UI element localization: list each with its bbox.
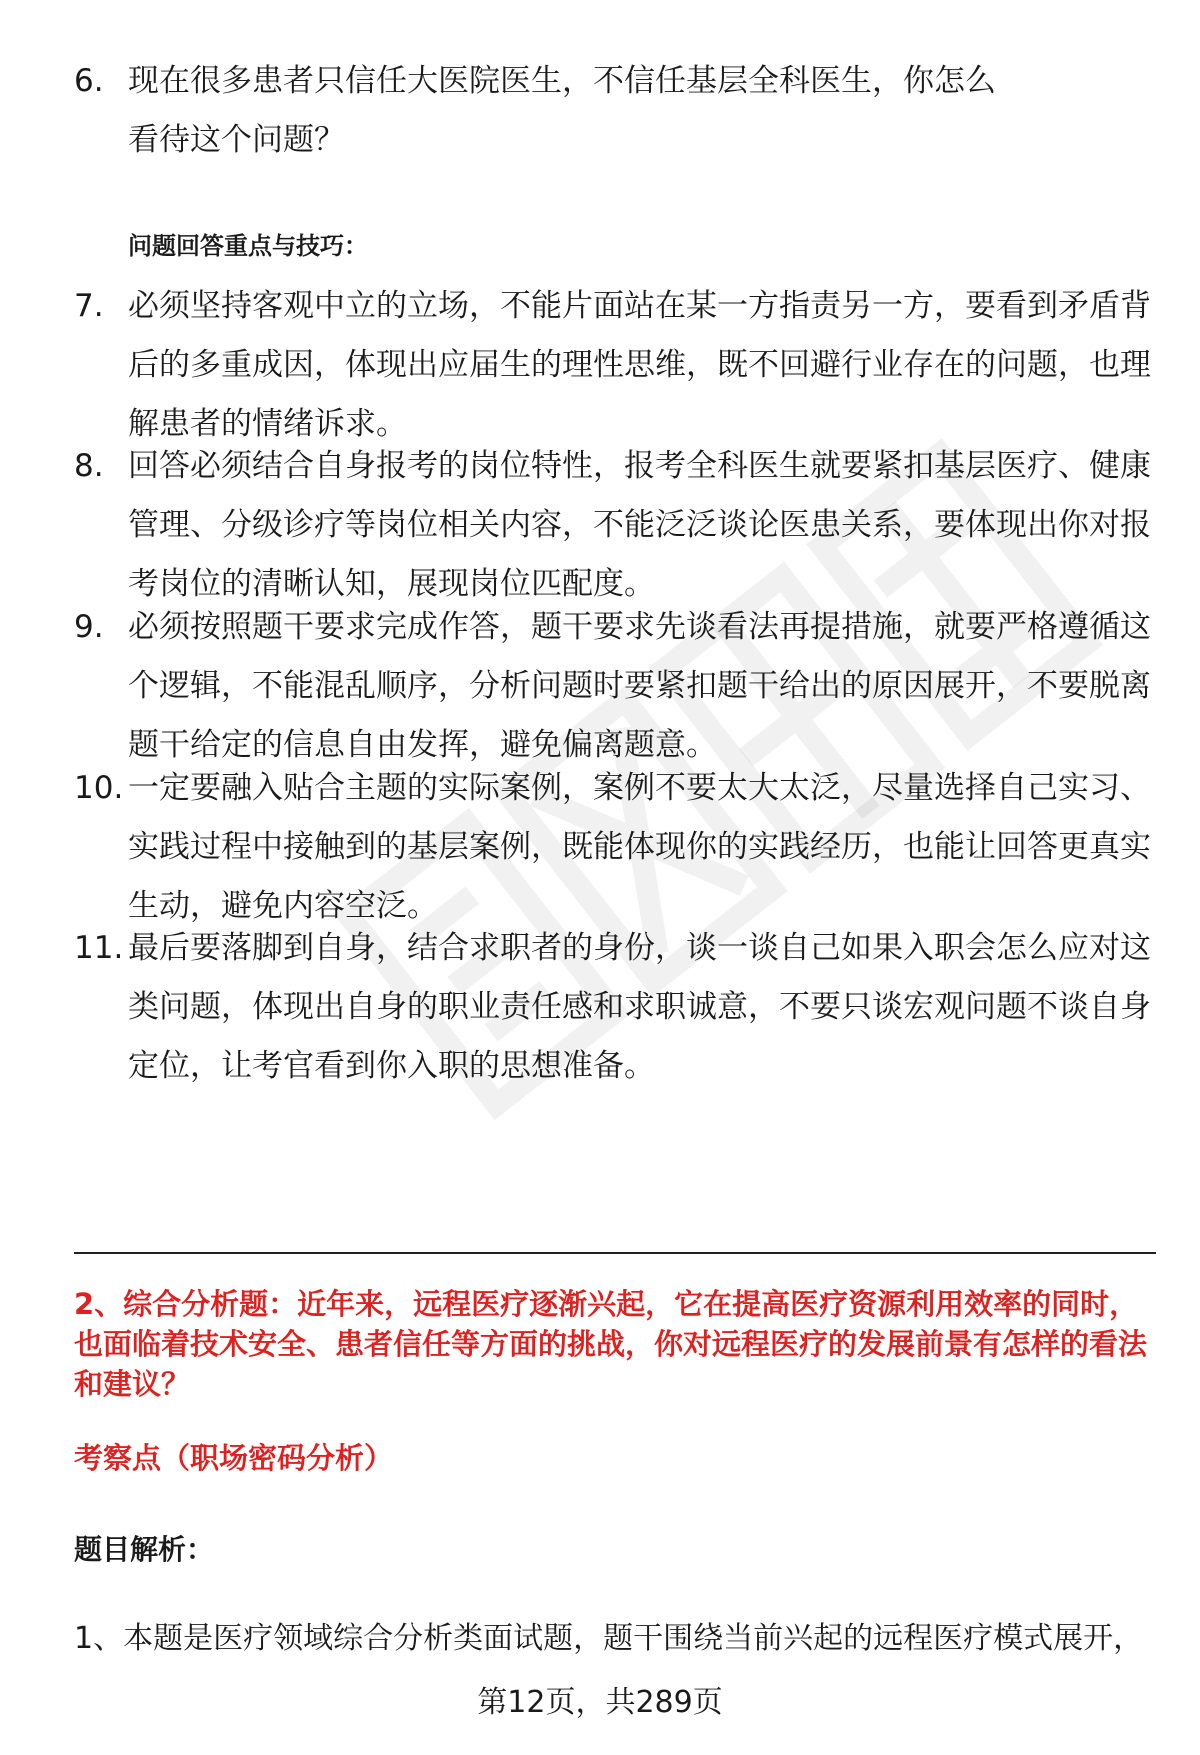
exam-point-heading: 考察点（职场密码分析） (74, 1441, 394, 1475)
list-item-text: 必须坚持客观中立的立场，不能片面站在某一方指责另一方，要看到矛盾背后的多重成因，体现出应届生的理性思维，既不回避行业存在的问题，也理解患者的情绪诉求。 (128, 288, 1151, 442)
list-item-number: 8. (74, 448, 104, 484)
list-item-number: 11. (74, 930, 124, 966)
list-item-text: 必须按照题干要求完成作答，题干要求先谈看法再提措施，就要严格遵循这个逻辑，不能混乱顺序，分析问题时要紧扣题干给出的原因展开，不要脱离题干给定的信息自由发挥，避免偏离题意。 (128, 609, 1151, 763)
list-item-number: 9. (74, 609, 104, 645)
list-item-text: 现在很多患者只信任大医院医生，不信任基层全科医生，你怎么看待这个问题？ (128, 63, 996, 158)
tips-heading: 问题回答重点与技巧： (128, 232, 368, 260)
list-item-number: 7. (74, 288, 104, 324)
list-item-text: 一定要融入贴合主题的实际案例，案例不要太大太泛，尽量选择自己实习、实践过程中接触到的基层案例，既能体现你的实践经历，也能让回答更真实生动，避免内容空泛。 (128, 770, 1151, 924)
list-item-number: 10. (74, 770, 124, 806)
list-item-text: 最后要落脚到自身，结合求职者的身份，谈一谈自己如果入职会怎么应对这类问题，体现出自身的职业责任感和求职诚意，不要只谈宏观问题不谈自身定位，让考官看到你入职的思想准备。 (128, 930, 1151, 1084)
question-heading: 2、综合分析题：近年来，远程医疗逐渐兴起，它在提高医疗资源利用效率的同时，也面临着技术安全、患者信任等方面的挑战，你对远程医疗的发展前景有怎样的看法和建议？ (74, 1287, 1148, 1401)
list-item-number: 6. (74, 63, 104, 99)
list-item-text: 回答必须结合自身报考的岗位特性，报考全科医生就要紧扣基层医疗、健康管理、分级诊疗等岗位相关内容，不能泛泛谈论医患关系，要体现出你对报考岗位的清晰认知，展现岗位匹配度。 (128, 448, 1151, 602)
analysis-heading: 题目解析： (74, 1533, 215, 1566)
analysis-paragraph: 1、本题是医疗领域综合分析类面试题，题干围绕当前兴起的远程医疗模式展开， (74, 1621, 1144, 1656)
page-number: 第12页，共289页 (477, 1685, 723, 1720)
section-divider (74, 1252, 1156, 1254)
